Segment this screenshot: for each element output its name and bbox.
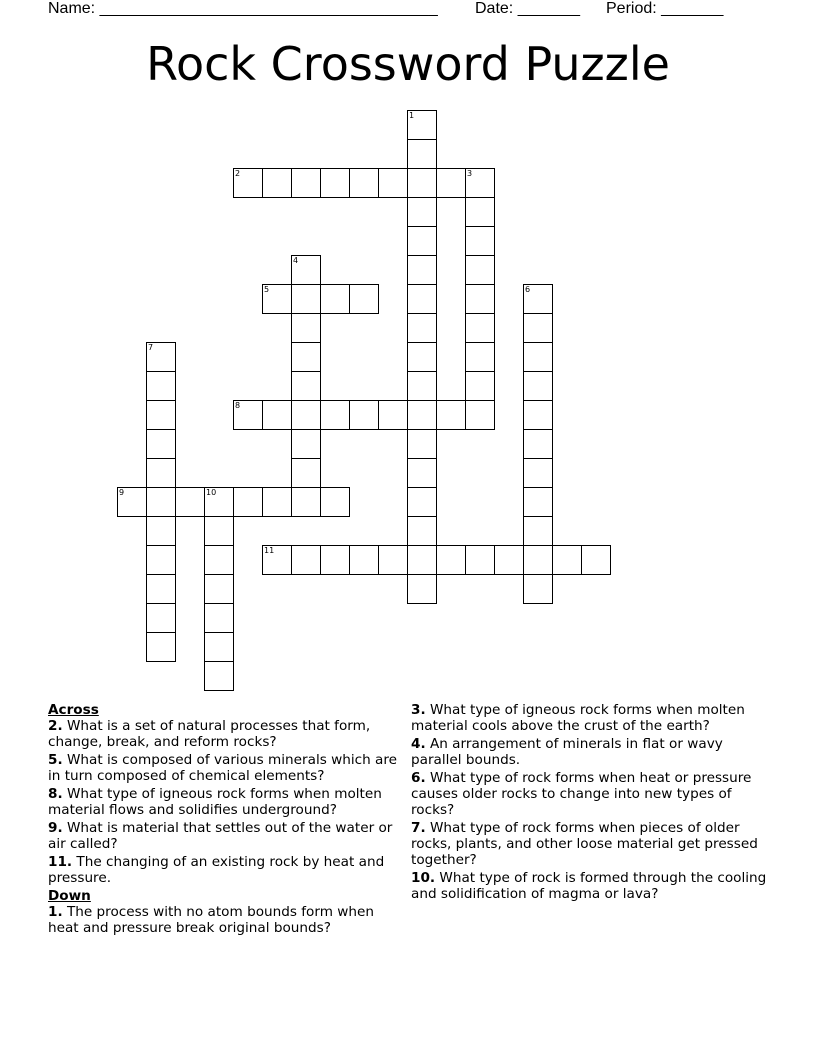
grid-cell[interactable] — [407, 284, 437, 314]
grid-cell[interactable] — [204, 632, 234, 662]
clue-number-label: 8. — [48, 786, 63, 802]
grid-cell[interactable] — [291, 313, 321, 343]
grid-cell[interactable] — [523, 313, 553, 343]
grid-cell[interactable] — [523, 342, 553, 372]
clue-number-label: 5. — [48, 752, 63, 768]
clue-text: What type of rock is formed through the cooling and solidification of magma or lava? — [411, 870, 767, 902]
grid-cell[interactable] — [320, 400, 350, 430]
clue-number: 2 — [235, 169, 241, 178]
grid-cell[interactable] — [291, 371, 321, 401]
clue-number: 4 — [293, 256, 299, 265]
grid-cell[interactable] — [146, 487, 176, 517]
clue-number-label: 6. — [411, 770, 426, 786]
clue-number-label: 3. — [411, 702, 426, 718]
grid-cell[interactable] — [407, 371, 437, 401]
grid-cell[interactable] — [146, 458, 176, 488]
clue-number: 8 — [235, 401, 241, 410]
grid-cell[interactable] — [204, 661, 234, 691]
grid-cell[interactable] — [291, 429, 321, 459]
grid-cell[interactable] — [291, 255, 321, 285]
grid-cell[interactable] — [146, 545, 176, 575]
clue-number: 10 — [206, 488, 217, 497]
clue-number-label: 11. — [48, 854, 73, 870]
grid-cell[interactable] — [407, 226, 437, 256]
grid-cell[interactable] — [117, 487, 147, 517]
name-field-label[interactable]: Name: ______________________________________ — [48, 0, 438, 17]
clue-text: What type of rock forms when heat or pressure causes older rocks to change into new types of rocks? — [411, 770, 752, 818]
grid-cell[interactable] — [465, 371, 495, 401]
grid-cell[interactable] — [378, 168, 408, 198]
down-clue-list-continued — [411, 702, 771, 902]
student-info-header — [48, 0, 748, 22]
clue-item — [411, 736, 771, 768]
grid-cell[interactable] — [291, 168, 321, 198]
date-field-label[interactable]: Date: _______ — [475, 0, 580, 17]
grid-cell[interactable] — [291, 400, 321, 430]
clue-number: 6 — [525, 285, 531, 294]
grid-cell[interactable] — [204, 545, 234, 575]
grid-cell[interactable] — [494, 545, 524, 575]
clue-text: What type of igneous rock forms when molten material flows and solidifies underground? — [48, 786, 382, 818]
grid-cell[interactable] — [407, 400, 437, 430]
clue-item — [48, 752, 408, 784]
clue-item — [411, 770, 771, 818]
grid-cell[interactable] — [320, 284, 350, 314]
grid-cell[interactable] — [146, 371, 176, 401]
clue-number: 11 — [264, 546, 275, 555]
grid-cell[interactable] — [407, 342, 437, 372]
grid-cell[interactable] — [262, 284, 292, 314]
clue-text: The changing of an existing rock by heat and pressure. — [48, 854, 385, 886]
grid-cell[interactable] — [233, 487, 263, 517]
clue-item — [411, 820, 771, 868]
clue-text: What is material that settles out of the water or air called? — [48, 820, 393, 852]
clue-number: 7 — [148, 343, 154, 352]
clue-text: What is composed of various minerals which are in turn composed of chemical elements? — [48, 752, 398, 784]
grid-cell[interactable] — [407, 255, 437, 285]
grid-cell[interactable] — [407, 139, 437, 169]
grid-cell[interactable] — [349, 400, 379, 430]
grid-cell[interactable] — [291, 284, 321, 314]
grid-cell[interactable] — [146, 400, 176, 430]
grid-cell[interactable] — [523, 429, 553, 459]
clue-text: What type of rock forms when pieces of older rocks, plants, and other loose material get pressed together? — [411, 820, 758, 868]
across-clue-list — [48, 718, 408, 886]
grid-cell[interactable] — [436, 545, 466, 575]
grid-cell[interactable] — [523, 574, 553, 604]
grid-cell[interactable] — [465, 313, 495, 343]
grid-cell[interactable] — [233, 400, 263, 430]
grid-cell[interactable] — [407, 516, 437, 546]
clue-item — [411, 870, 771, 902]
grid-cell[interactable] — [204, 487, 234, 517]
grid-cell[interactable] — [581, 545, 611, 575]
grid-cell[interactable] — [465, 545, 495, 575]
grid-cell[interactable] — [465, 197, 495, 227]
clue-item — [411, 702, 771, 734]
grid-cell[interactable] — [407, 458, 437, 488]
grid-cell[interactable] — [378, 545, 408, 575]
grid-cell[interactable] — [291, 487, 321, 517]
clue-text: The process with no atom bounds form when heat and pressure break original bounds? — [48, 904, 374, 936]
grid-cell[interactable] — [523, 516, 553, 546]
grid-cell[interactable] — [523, 458, 553, 488]
grid-cell[interactable] — [146, 574, 176, 604]
down-heading: Down — [48, 888, 91, 904]
grid-cell[interactable] — [262, 168, 292, 198]
grid-cell[interactable] — [204, 574, 234, 604]
across-heading: Across — [48, 702, 99, 718]
grid-cell[interactable] — [523, 284, 553, 314]
grid-cell[interactable] — [378, 400, 408, 430]
grid-cell[interactable] — [523, 400, 553, 430]
grid-cell[interactable] — [407, 110, 437, 140]
clue-item — [48, 854, 408, 886]
grid-cell[interactable] — [407, 487, 437, 517]
clue-number-label: 9. — [48, 820, 63, 836]
clue-number-label: 10. — [411, 870, 436, 886]
grid-cell[interactable] — [407, 545, 437, 575]
grid-cell[interactable] — [436, 168, 466, 198]
grid-cell[interactable] — [320, 168, 350, 198]
clue-number-label: 2. — [48, 718, 63, 734]
grid-cell[interactable] — [523, 545, 553, 575]
grid-cell[interactable] — [407, 197, 437, 227]
grid-cell[interactable] — [291, 458, 321, 488]
grid-cell[interactable] — [175, 487, 205, 517]
grid-cell[interactable] — [320, 487, 350, 517]
grid-cell[interactable] — [407, 313, 437, 343]
grid-cell[interactable] — [465, 400, 495, 430]
grid-cell[interactable] — [262, 400, 292, 430]
grid-cell[interactable] — [262, 487, 292, 517]
grid-cell[interactable] — [523, 487, 553, 517]
grid-cell[interactable] — [465, 255, 495, 285]
grid-cell[interactable] — [349, 168, 379, 198]
grid-cell[interactable] — [146, 632, 176, 662]
page-title: Rock Crossword Puzzle — [146, 37, 670, 91]
grid-cell[interactable] — [204, 603, 234, 633]
clue-number: 9 — [119, 488, 125, 497]
grid-cell[interactable] — [465, 226, 495, 256]
grid-cell[interactable] — [407, 429, 437, 459]
grid-cell[interactable] — [465, 284, 495, 314]
clue-number-label: 4. — [411, 736, 426, 752]
grid-cell[interactable] — [465, 342, 495, 372]
clues-left-column — [48, 702, 408, 938]
grid-cell[interactable] — [523, 371, 553, 401]
grid-cell[interactable] — [465, 168, 495, 198]
clues-right-column — [411, 702, 771, 904]
grid-cell[interactable] — [233, 168, 263, 198]
clue-text: An arrangement of minerals in flat or wavy parallel bounds. — [411, 736, 723, 768]
clue-text: What is a set of natural processes that form, change, break, and reform rocks? — [48, 718, 371, 750]
grid-cell[interactable] — [407, 574, 437, 604]
grid-cell[interactable] — [349, 545, 379, 575]
grid-cell[interactable] — [552, 545, 582, 575]
grid-cell[interactable] — [146, 603, 176, 633]
clue-text: What type of igneous rock forms when molten material cools above the crust of the earth? — [411, 702, 745, 734]
grid-cell[interactable] — [204, 516, 234, 546]
clue-number: 5 — [264, 285, 270, 294]
clue-number-label: 1. — [48, 904, 63, 920]
clue-item — [48, 786, 408, 818]
grid-cell[interactable] — [436, 400, 466, 430]
period-field-label[interactable]: Period: _______ — [606, 0, 724, 17]
grid-cell[interactable] — [407, 168, 437, 198]
grid-cell[interactable] — [146, 516, 176, 546]
grid-cell[interactable] — [146, 429, 176, 459]
grid-cell[interactable] — [291, 342, 321, 372]
grid-cell[interactable] — [349, 284, 379, 314]
clue-number-label: 7. — [411, 820, 426, 836]
clue-item — [48, 820, 408, 852]
grid-cell[interactable] — [320, 545, 350, 575]
clue-number: 3 — [467, 169, 473, 178]
grid-cell[interactable] — [262, 545, 292, 575]
clue-item — [48, 904, 408, 936]
grid-cell[interactable] — [291, 545, 321, 575]
clue-item — [48, 718, 408, 750]
clue-number: 1 — [409, 111, 415, 120]
grid-cell[interactable] — [146, 342, 176, 372]
down-clue-list — [48, 904, 408, 936]
